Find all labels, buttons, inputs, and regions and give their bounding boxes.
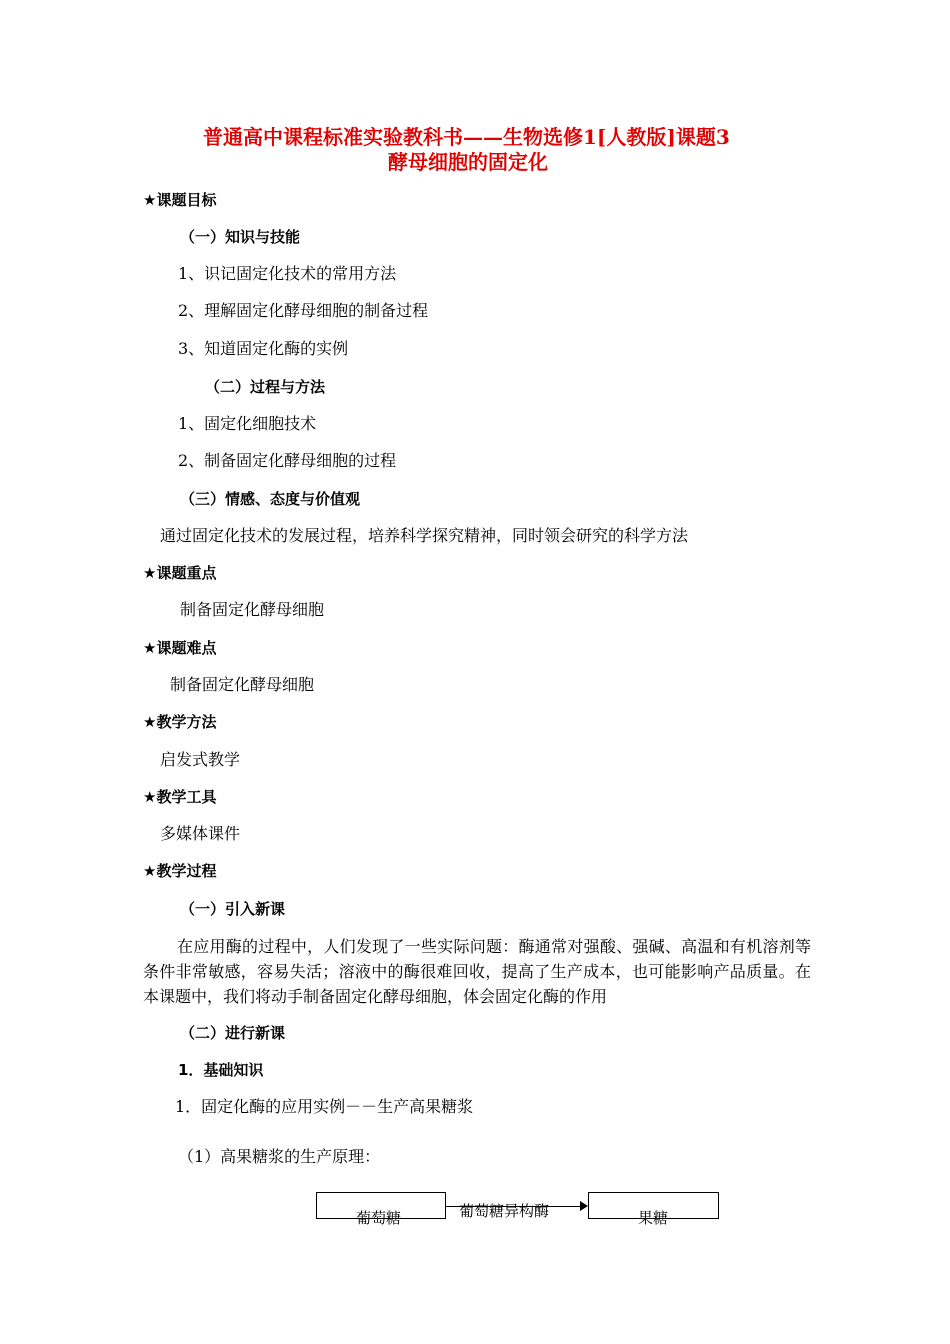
intro-heading: （一）引入新课 — [180, 900, 286, 918]
process-item: 2、制备固定化酵母细胞的过程 — [178, 451, 397, 470]
focus-heading: ★课题重点 — [143, 564, 217, 582]
method-heading: ★教学方法 — [143, 713, 217, 731]
difficulty-heading: ★课题难点 — [143, 639, 217, 657]
difficulty-text: 制备固定化酵母细胞 — [170, 675, 315, 694]
emotion-text: 通过固定化技术的发展过程，培养科学探究精神，同时领会研究的科学方法 — [160, 526, 689, 545]
knowledge-item: 2、理解固定化酵母细胞的制备过程 — [178, 301, 429, 320]
focus-text: 制备固定化酵母细胞 — [180, 600, 325, 619]
arrow-head-icon — [580, 1201, 588, 1211]
tools-text: 多媒体课件 — [160, 824, 241, 843]
title-line-2: 酵母细胞的固定化 — [388, 150, 548, 174]
teaching-process-heading: ★教学过程 — [143, 862, 217, 880]
process-item: 1、固定化细胞技术 — [178, 414, 317, 433]
glucose-label: 葡萄糖 — [356, 1209, 402, 1227]
process-method-heading: （二）过程与方法 — [205, 378, 326, 396]
knowledge-item: 1、识记固定化技术的常用方法 — [178, 264, 397, 283]
knowledge-item: 3、知道固定化酶的实例 — [178, 339, 349, 358]
new-lesson-heading: （二）进行新课 — [180, 1024, 286, 1042]
fructose-label: 果糖 — [638, 1209, 669, 1227]
emotion-heading: （三）情感、态度与价值观 — [180, 490, 361, 508]
objectives-heading: ★课题目标 — [143, 191, 217, 209]
enzyme-label: 葡萄糖异构酶 — [459, 1202, 550, 1220]
basics-heading: 1．基础知识 — [178, 1061, 264, 1079]
method-text: 启发式教学 — [160, 750, 241, 769]
intro-paragraph: 在应用酶的过程中，人们发现了一些实际问题：酶通常对强酸、强碱、高温和有机溶剂等条件非常敏感，容易失活；溶液中的酶很难回收，提高了生产成本，也可能影响产品质量。在本课题中，我们将动手制备固定化酵母细胞，体会固定化酶的作用 — [143, 937, 811, 1006]
title-line-1: 普通高中课程标准实验教科书——生物选修1[人教版]课题3 — [203, 125, 730, 149]
tools-heading: ★教学工具 — [143, 788, 217, 806]
principle-text: （1）高果糖浆的生产原理： — [178, 1147, 381, 1166]
knowledge-heading: （一）知识与技能 — [180, 228, 301, 246]
example-text: 1．固定化酶的应用实例－－生产高果糖浆 — [175, 1097, 474, 1116]
